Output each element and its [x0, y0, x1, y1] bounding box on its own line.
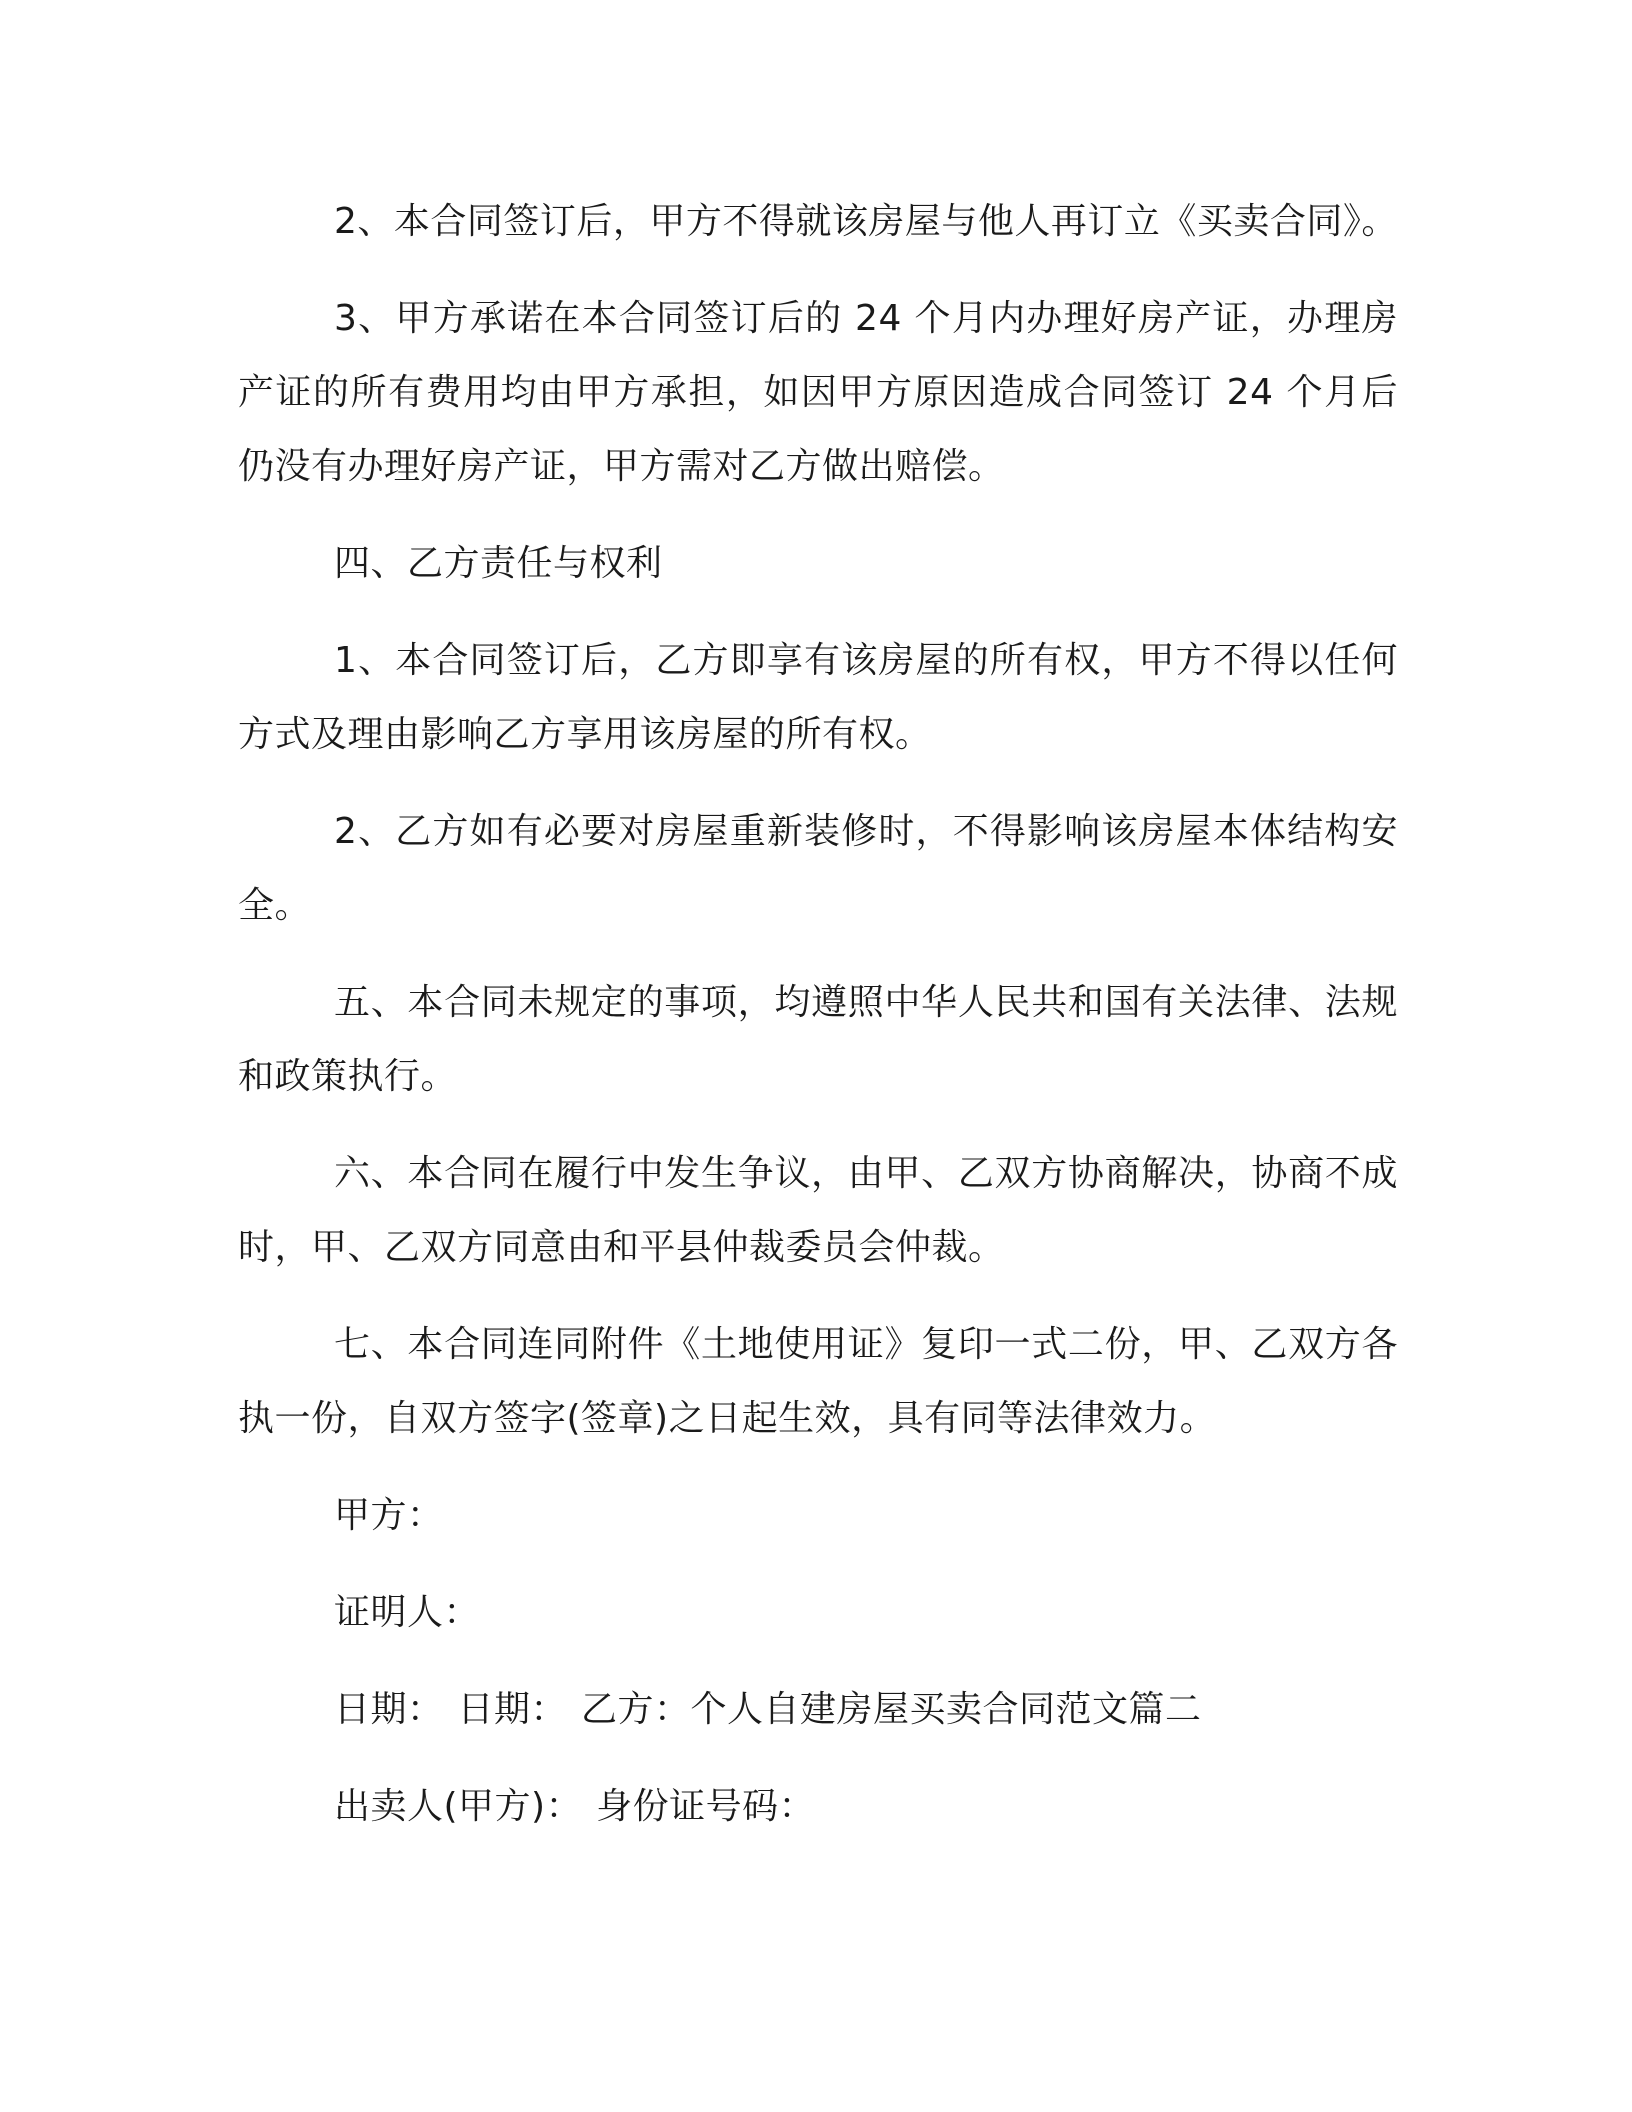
- witness-line: [238, 1576, 1398, 1650]
- section-heading-4: 四、乙方责任与权利: [334, 543, 663, 584]
- clause-7: 七、本合同连同附件《土地使用证》复印一式二份，甲、乙双方各执一份，自双方签字(签章)之日起生效，具有同等法律效力。: [238, 1324, 1398, 1439]
- clause-5: 五、本合同未规定的事项，均遵照中华人民共和国有关法律、法规和政策执行。: [238, 982, 1398, 1097]
- clause-3-3: 3、甲方承诺在本合同签订后的 24 个月内办理好房产证，办理房产证的所有费用均由甲方承担，如因甲方原因造成合同签订 24 个月后仍没有办理好房产证，甲方需对乙方做出赔偿。: [238, 298, 1398, 487]
- clause-4-1: 1、本合同签订后，乙方即享有该房屋的所有权，甲方不得以任何方式及理由影响乙方享用该房屋的所有权。: [238, 640, 1398, 755]
- clause-3-2: 2、本合同签订后，甲方不得就该房屋与他人再订立《买卖合同》。: [334, 201, 1398, 242]
- next-document-title: 个人自建房屋买卖合同范文篇二: [690, 1689, 1202, 1730]
- date-line: [238, 1673, 1398, 1747]
- party-b-label: 乙方：: [581, 1689, 691, 1730]
- seller-label: 出卖人(甲方)：: [334, 1786, 583, 1827]
- seller-line: [238, 1770, 1398, 1844]
- date-label-2: 日期：: [457, 1689, 568, 1730]
- party-a-label: 甲方：: [334, 1495, 444, 1536]
- document-body: [238, 185, 1398, 1867]
- id-number-label: 身份证号码：: [596, 1786, 816, 1827]
- party-a-line: [238, 1479, 1398, 1553]
- witness-label: 证明人：: [334, 1592, 481, 1633]
- clause-6: 六、本合同在履行中发生争议，由甲、乙双方协商解决，协商不成时，甲、乙双方同意由和平县仲裁委员会仲裁。: [238, 1153, 1398, 1268]
- clause-4-2: 2、乙方如有必要对房屋重新装修时，不得影响该房屋本体结构安全。: [238, 811, 1398, 926]
- date-label-1: 日期：: [334, 1689, 444, 1730]
